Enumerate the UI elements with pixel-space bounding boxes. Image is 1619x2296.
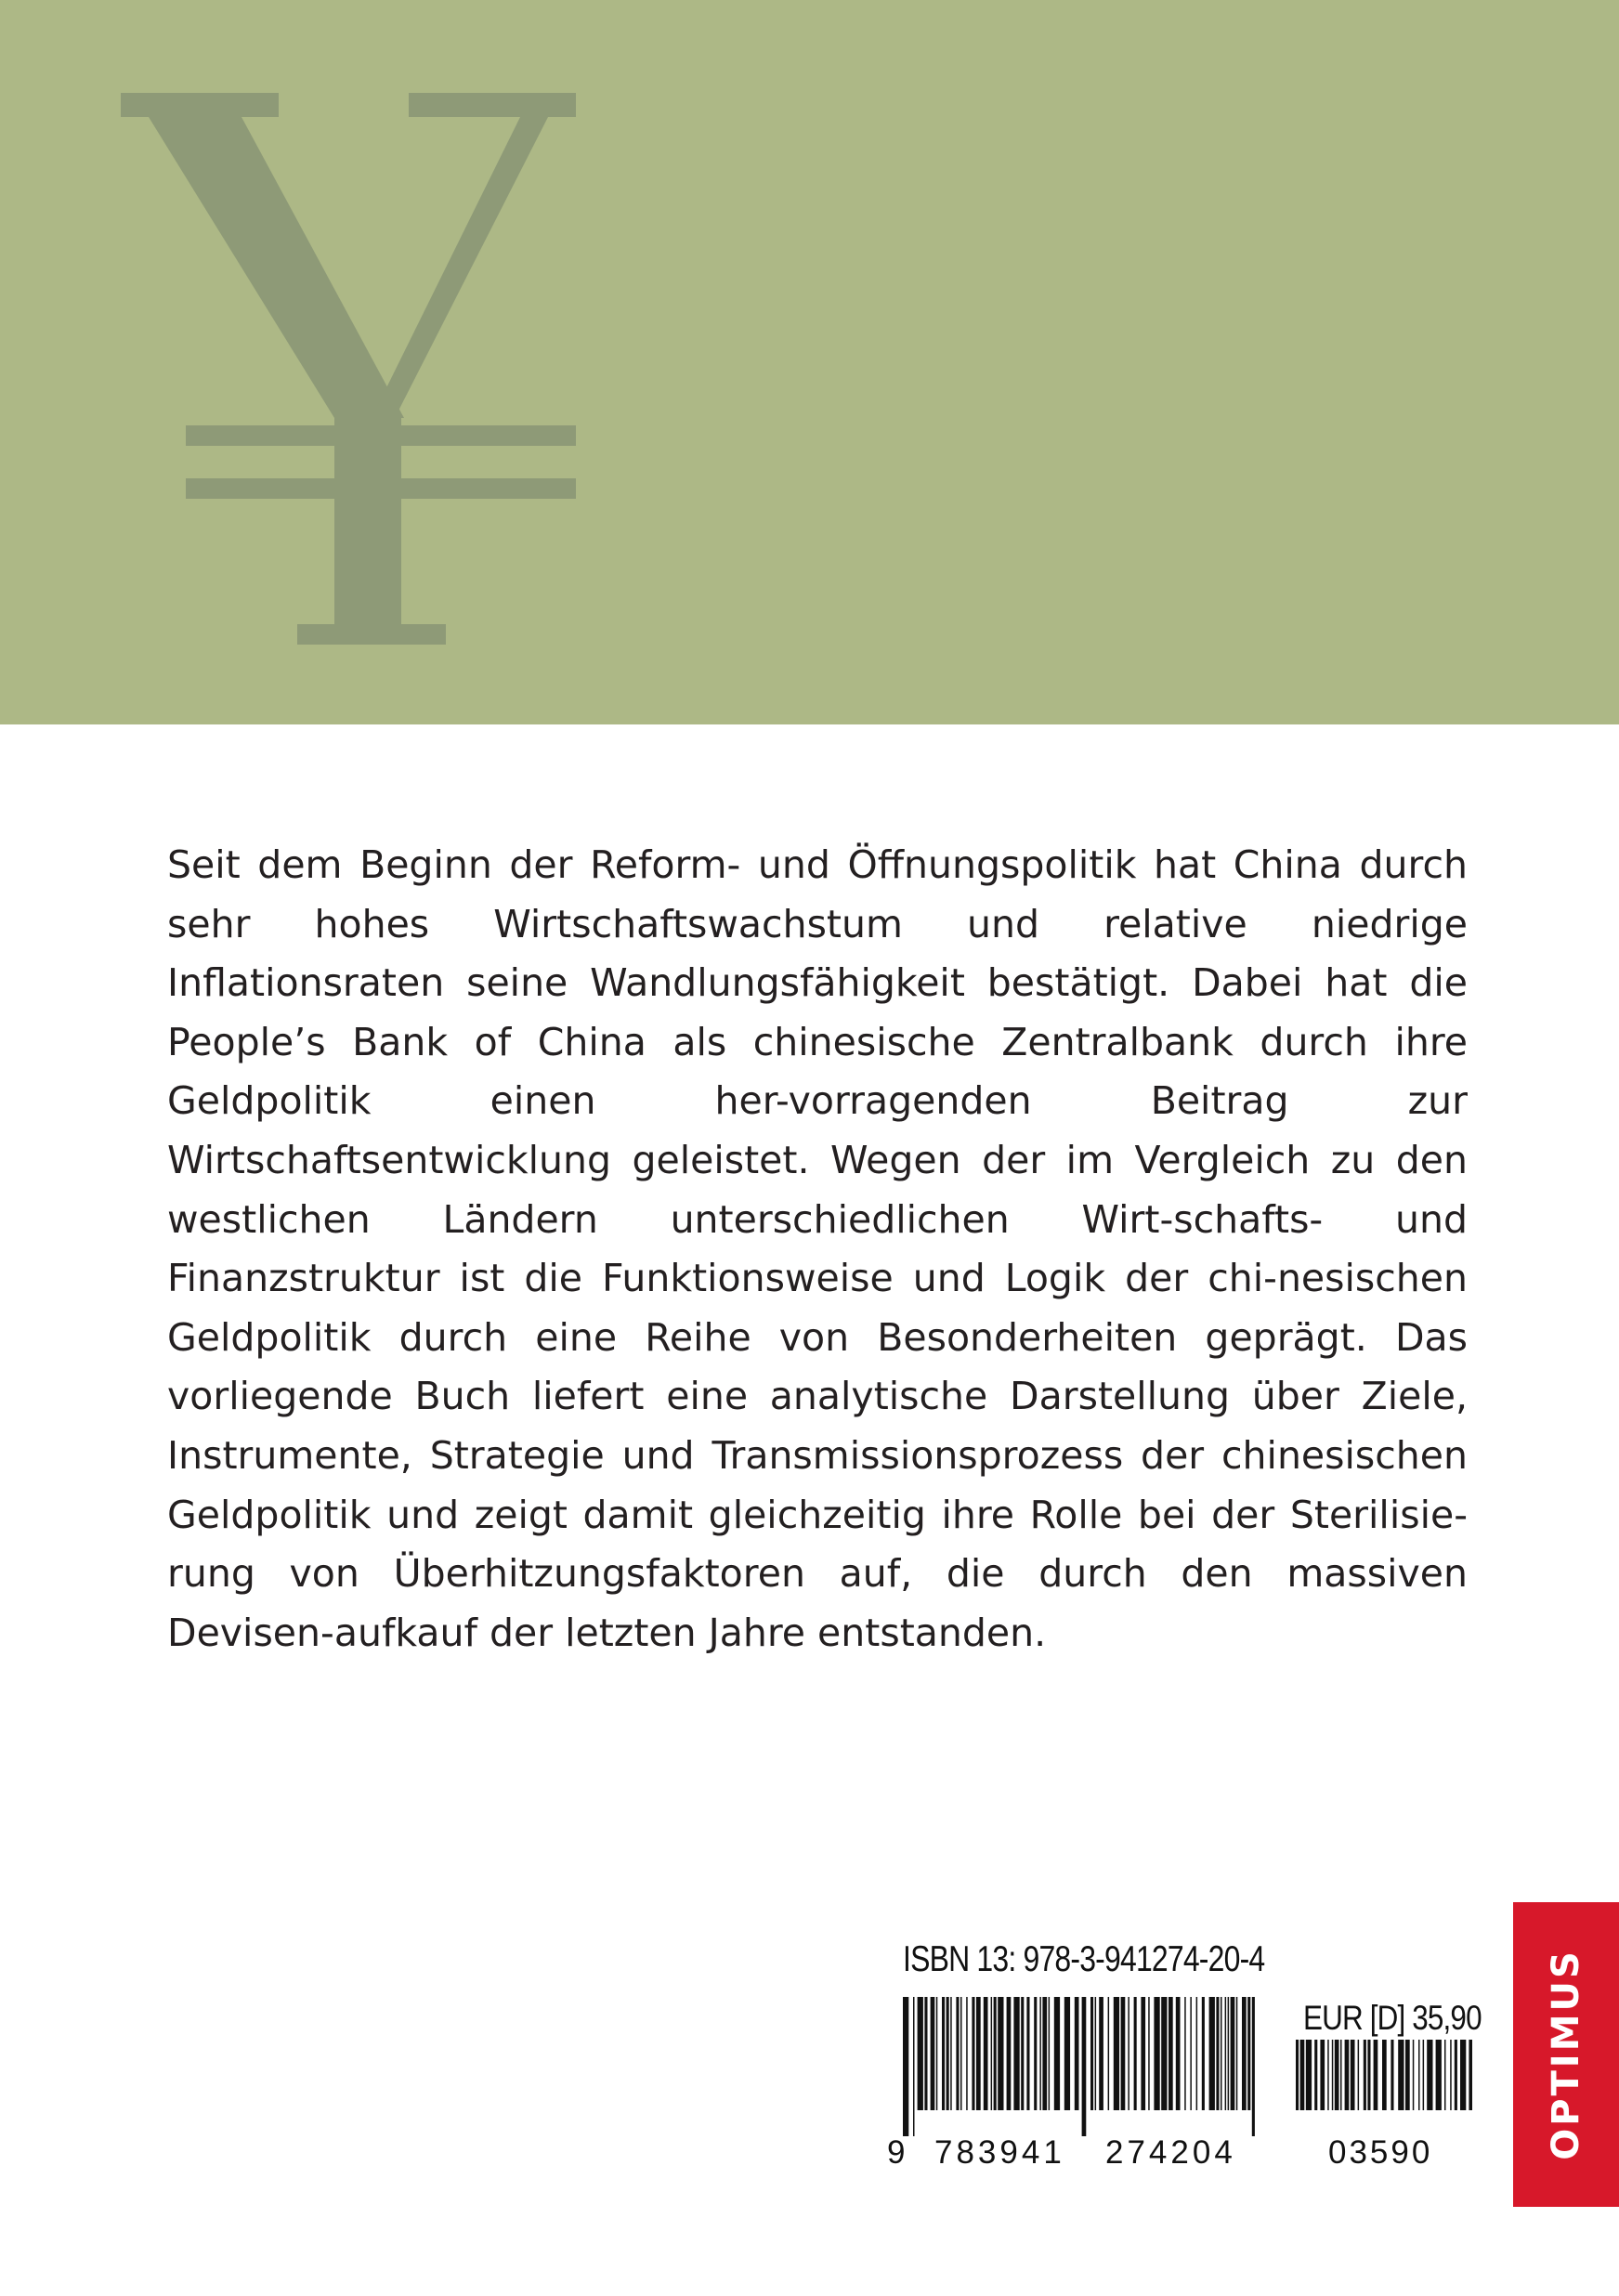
- barcode-bar: [1327, 2040, 1329, 2110]
- barcode-bar: [1335, 2040, 1339, 2110]
- barcode-bar: [1242, 1997, 1247, 2110]
- barcode-lead-digit: 9: [887, 2134, 906, 2171]
- barcode-bar: [1391, 2040, 1393, 2110]
- barcode-bar: [1095, 1997, 1097, 2110]
- barcode-bar: [1039, 1997, 1041, 2110]
- barcode-bar: [1176, 1997, 1181, 2110]
- barcode-bar: [1184, 1997, 1186, 2110]
- barcode-bar: [1228, 1997, 1230, 2110]
- barcode-bar: [1358, 2040, 1360, 2110]
- barcode-bar: [1082, 1997, 1087, 2136]
- barcode-bar: [924, 1997, 927, 2110]
- barcode-bar: [913, 1997, 915, 2136]
- barcode-bar: [1013, 1997, 1019, 2110]
- barcode-right-digits: 274204: [1105, 2134, 1236, 2171]
- barcode-bar: [1374, 2040, 1378, 2110]
- blurb-line: im Vergleich zu den westlichen Ländern unterschiedlichen Wirt-: [167, 1137, 1468, 1242]
- barcode-bar: [1427, 2040, 1432, 2110]
- barcode-bar: [1382, 2040, 1387, 2110]
- yen-symbol-icon: [111, 56, 632, 669]
- barcode-bar: [942, 1997, 945, 2110]
- barcode-bar: [1455, 2040, 1457, 2110]
- barcode-bar: [1090, 1997, 1093, 2110]
- barcode-addon-digits: 03590: [1328, 2134, 1433, 2171]
- barcode-bar: [1398, 2040, 1404, 2110]
- barcode-bar: [1054, 1997, 1060, 2110]
- isbn-label: ISBN 13: 978-3-941274-20-4: [903, 1939, 1265, 1979]
- blurb-line: China als chinesische Zentralbank durch ihre Geldpolitik einen her-: [167, 1019, 1468, 1124]
- barcode-bar: [1099, 1997, 1103, 2110]
- barcode-bar: [1367, 2040, 1370, 2110]
- barcode-bar: [1306, 2040, 1312, 2110]
- barcode-bar: [1209, 1997, 1215, 2110]
- barcode-bar: [1202, 1997, 1205, 2110]
- barcode-bar: [991, 1997, 993, 2110]
- barcode-bar: [956, 1997, 959, 2110]
- barcode-bar: [966, 1997, 968, 2110]
- barcode-bar: [1252, 1997, 1255, 2136]
- barcode-bar: [950, 1997, 951, 2110]
- barcode-bar: [1049, 1997, 1051, 2110]
- barcode-bar: [1423, 2040, 1425, 2110]
- blurb-line: Das vorliegende Buch liefert eine analytische Darstellung über Ziele,: [167, 1314, 1468, 1419]
- barcode-bar: [1169, 1997, 1173, 2110]
- blurb-line: schafts- und Finanzstruktur ist die Funktionsweise und Logik der chi-: [167, 1196, 1468, 1301]
- barcode-bar: [1007, 1997, 1012, 2110]
- barcode-bar: [1247, 1997, 1250, 2110]
- barcode-bar: [1345, 2040, 1350, 2110]
- barcode-bar: [1114, 1997, 1119, 2110]
- barcode-bar: [1314, 2040, 1317, 2110]
- barcode-bar: [1231, 1997, 1235, 2110]
- barcode-bar: [1418, 2040, 1420, 2110]
- barcode-bar: [984, 1997, 988, 2110]
- barcode-bar: [998, 1997, 1003, 2110]
- barcode-bar: [947, 1997, 949, 2110]
- barcode-bar: [1460, 2040, 1466, 2110]
- barcode-bar: [1225, 1997, 1227, 2110]
- barcode-bar: [1121, 1997, 1126, 2110]
- blurb-paragraph: [167, 836, 1468, 1663]
- barcode-bar: [1469, 2040, 1472, 2110]
- barcode-bar: [918, 1997, 923, 2110]
- barcode-bar: [1075, 1997, 1079, 2110]
- barcode-bar: [1021, 1997, 1024, 2110]
- barcode-bar: [1221, 1997, 1222, 2110]
- barcode-bar: [1148, 1997, 1150, 2110]
- back-cover-blurb: [167, 836, 1468, 1663]
- barcode-bar: [1296, 2040, 1299, 2110]
- barcode-bar: [1154, 1997, 1159, 2110]
- blurb-line: sehr hohes Wirtschaftswachstum und relative niedrige Inflationsraten: [167, 901, 1468, 1006]
- barcode-bar: [1300, 2040, 1305, 2110]
- barcode-bar: [1436, 2040, 1442, 2110]
- barcode-bar: [903, 1997, 908, 2136]
- blurb-line: seine Wandlungsfähigkeit bestätigt. Dabei hat die People’s Bank of: [167, 960, 1468, 1064]
- blurb-line: vorragenden Beitrag zur Wirtschaftsentwicklung geleistet. Wegen der: [167, 1078, 1468, 1182]
- blurb-line: Seit dem Beginn der Reform- und Öffnungspolitik hat China durch: [167, 842, 1468, 887]
- barcode-bar: [1141, 1997, 1145, 2110]
- publisher-name: OPTIMUS: [1545, 1949, 1587, 2160]
- publisher-tab: [1513, 1902, 1619, 2207]
- barcode-bar: [1042, 1997, 1047, 2110]
- barcode-bar: [1364, 2040, 1366, 2110]
- barcode-bar: [1413, 2040, 1415, 2110]
- barcode-bar: [1034, 1997, 1037, 2110]
- price-label: EUR [D] 35,90: [1303, 1999, 1482, 2037]
- barcode-bar: [1320, 2040, 1325, 2110]
- barcode-bar: [976, 1997, 981, 2110]
- price-addon-barcode: [1296, 2040, 1472, 2136]
- barcode-bar: [1332, 2040, 1334, 2110]
- barcode-bar: [1216, 1997, 1219, 2110]
- barcode-bar: [994, 1997, 997, 2110]
- barcode-bar: [1351, 2040, 1355, 2110]
- blurb-line: Instrumente, Strategie und Transmissionsprozess der chinesischen: [167, 1432, 1468, 1478]
- ean-barcode: [903, 1997, 1260, 2136]
- barcode-bar: [1064, 1997, 1070, 2110]
- barcode-bar: [1236, 1997, 1238, 2110]
- barcode-bar: [936, 1997, 938, 2110]
- barcode-bar: [1128, 1997, 1129, 2110]
- top-color-band: [0, 0, 1619, 724]
- barcode-bar: [1026, 1997, 1029, 2110]
- barcode-bar: [972, 1997, 974, 2110]
- barcode-bar: [1450, 2040, 1452, 2110]
- barcode-bar: [1405, 2040, 1410, 2110]
- barcode-bar: [1444, 2040, 1446, 2110]
- barcode-bar: [1134, 1997, 1137, 2110]
- barcode-bar: [960, 1997, 962, 2110]
- blurb-line: aufkauf der letzten Jahre entstanden.: [333, 1610, 1047, 1655]
- barcode-bar: [1190, 1997, 1192, 2110]
- barcode-bar: [1196, 1997, 1198, 2110]
- blurb-line: rung von Überhitzungsfaktoren auf, die durch den massiven Devisen-: [167, 1551, 1468, 1655]
- barcode-bar: [1161, 1997, 1167, 2110]
- barcode-left-digits: 783941: [934, 2134, 1065, 2171]
- blurb-line: nesischen Geldpolitik durch eine Reihe von Besonderheiten geprägt.: [167, 1256, 1468, 1360]
- barcode-bar: [931, 1997, 935, 2110]
- blurb-line: Geldpolitik und zeigt damit gleichzeitig ihre Rolle bei der Sterilisie-: [167, 1492, 1468, 1537]
- barcode-bar: [1108, 1997, 1110, 2110]
- barcode-bar: [1340, 2040, 1342, 2110]
